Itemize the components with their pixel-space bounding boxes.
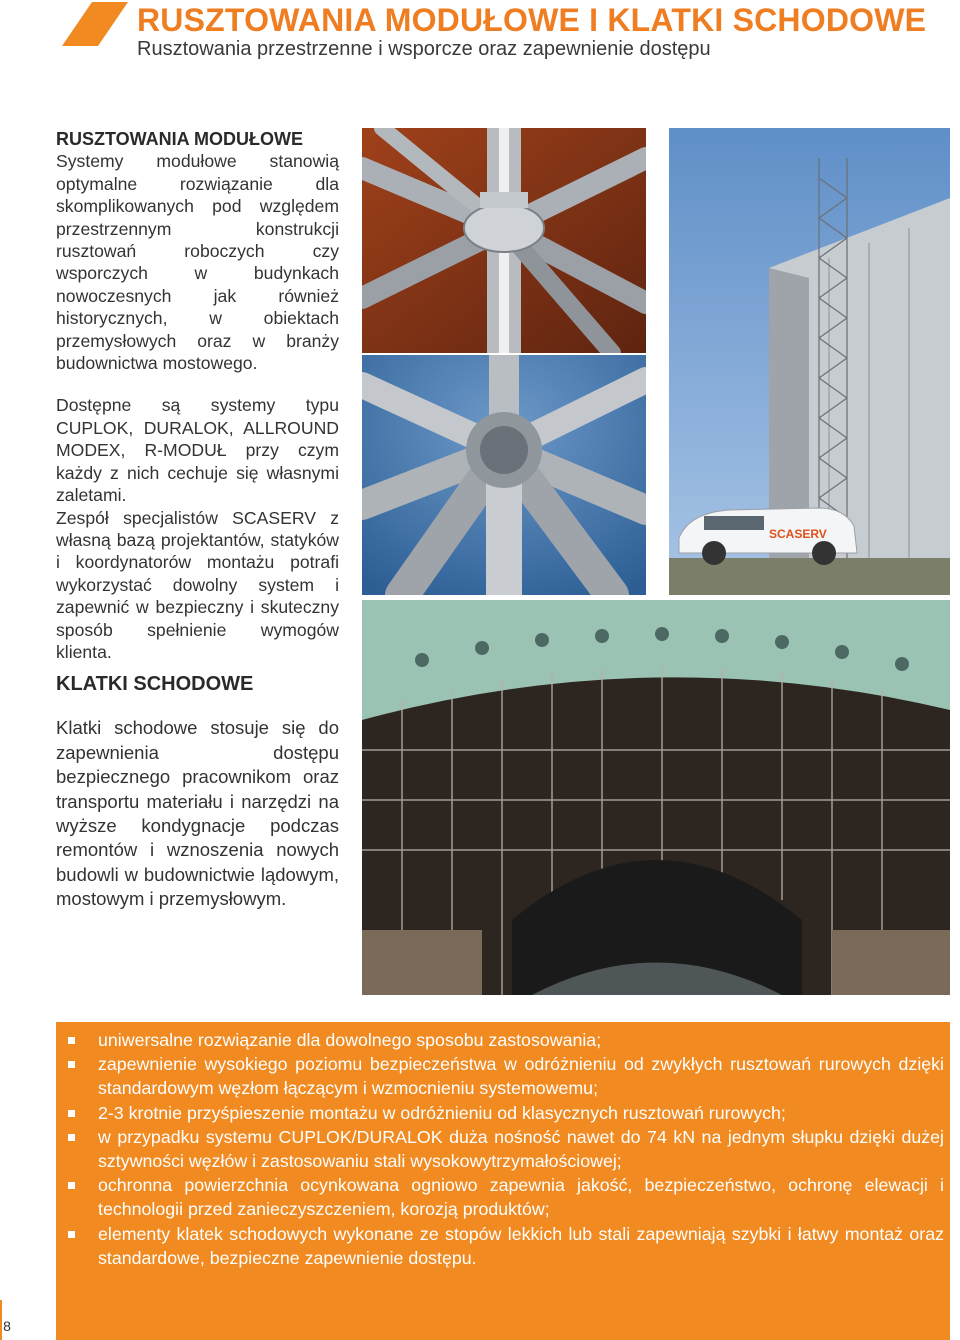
bullet-square-icon xyxy=(68,1061,75,1068)
stair-tower-building-photo xyxy=(669,128,950,595)
bullet-square-icon xyxy=(68,1110,75,1117)
stairs-section xyxy=(56,652,339,930)
benefit-item: 2-3 krotnie przyśpieszenie montażu w odróżnieniu od klasycznych rusztowań rurowych; xyxy=(60,1101,944,1125)
benefit-item: uniwersalne rozwiązanie dla dowolnego sposobu zastosowania; xyxy=(60,1028,944,1052)
benefit-item: ochronna powierzchnia ocynkowana ogniowo zapewnia jakość, bezpieczeństwo, ochronę elewacji i technologii przed zanieczyszczeniem, korozją produktów; xyxy=(60,1173,944,1221)
benefits-list xyxy=(60,1028,944,1270)
bridge-scaffolding-photo xyxy=(362,600,950,995)
scaffold-node-below-photo xyxy=(362,355,646,595)
bullet-square-icon xyxy=(68,1037,75,1044)
scaffold-node-photo xyxy=(362,128,646,353)
modular-section xyxy=(56,128,339,663)
modular-systems: Dostępne są systemy typu CUPLOK, DURALOK, ALLROUND MODEX, R-MODUŁ przy czym każdy z nich cechuje się własnymi zaletami. xyxy=(56,395,339,506)
logo-slash-icon xyxy=(62,2,128,46)
bullet-square-icon xyxy=(68,1134,75,1141)
benefit-item: w przypadku systemu CUPLOK/DURALOK duża nośność nawet do 74 kN na jednym słupku dzięki dużej sztywności węzłów i zastosowaniu stali wysokowytrzymałościowej; xyxy=(60,1125,944,1173)
stairs-text: Klatki schodowe stosuje się do zapewnienia dostępu bezpiecznego pracownikom oraz transportu materiału i narzędzi na wyższe kondygnacje podczas remontów i wznoszenia nowych budowli w budownictwie lądowym, mostowym i przemysłowym. xyxy=(56,717,339,910)
modular-heading: RUSZTOWANIA MODUŁOWE xyxy=(56,129,303,149)
benefit-item: elementy klatek schodowych wykonane ze stopów lekkich lub stali zapewniają szybki i łatwy montaż oraz standardowe, bezpieczne zapewnienie dostępu. xyxy=(60,1222,944,1270)
stairs-heading: KLATKI SCHODOWE xyxy=(56,673,254,695)
van-logo-text: SCASERV xyxy=(769,527,827,541)
benefit-item: zapewnienie wysokiego poziomu bezpieczeństwa w odróżnieniu od zwykłych rusztowań rurowych dzięki standardowym węzłom łączącym i wzmocnieniu systemowemu; xyxy=(60,1052,944,1100)
modular-team: Zespół specjalistów SCASERV z własną bazą projektantów, statyków i koordynatorów montażu potrafi wykorzystać dowolny system i zapewnić w bezpieczny i skuteczny sposób spełnienie wymogów klienta. xyxy=(56,507,339,662)
page-subtitle: Rusztowania przestrzenne i wsporcze oraz zapewnienie dostępu xyxy=(137,38,711,60)
page-number: 8 xyxy=(3,1318,11,1334)
bullet-square-icon xyxy=(68,1231,75,1238)
bullet-square-icon xyxy=(68,1182,75,1189)
modular-intro: Systemy modułowe stanowią optymalne rozwiązanie dla skomplikowanych pod względem przestrzennym konstrukcji rusztowań roboczych czy wsporczych w budynkach nowoczesnych jak również historycznych, w obiektach przemysłowych oraz w branży budownictwa mostowego. xyxy=(56,151,339,374)
page-title: RUSZTOWANIA MODUŁOWE I KLATKI SCHODOWE xyxy=(137,2,927,38)
